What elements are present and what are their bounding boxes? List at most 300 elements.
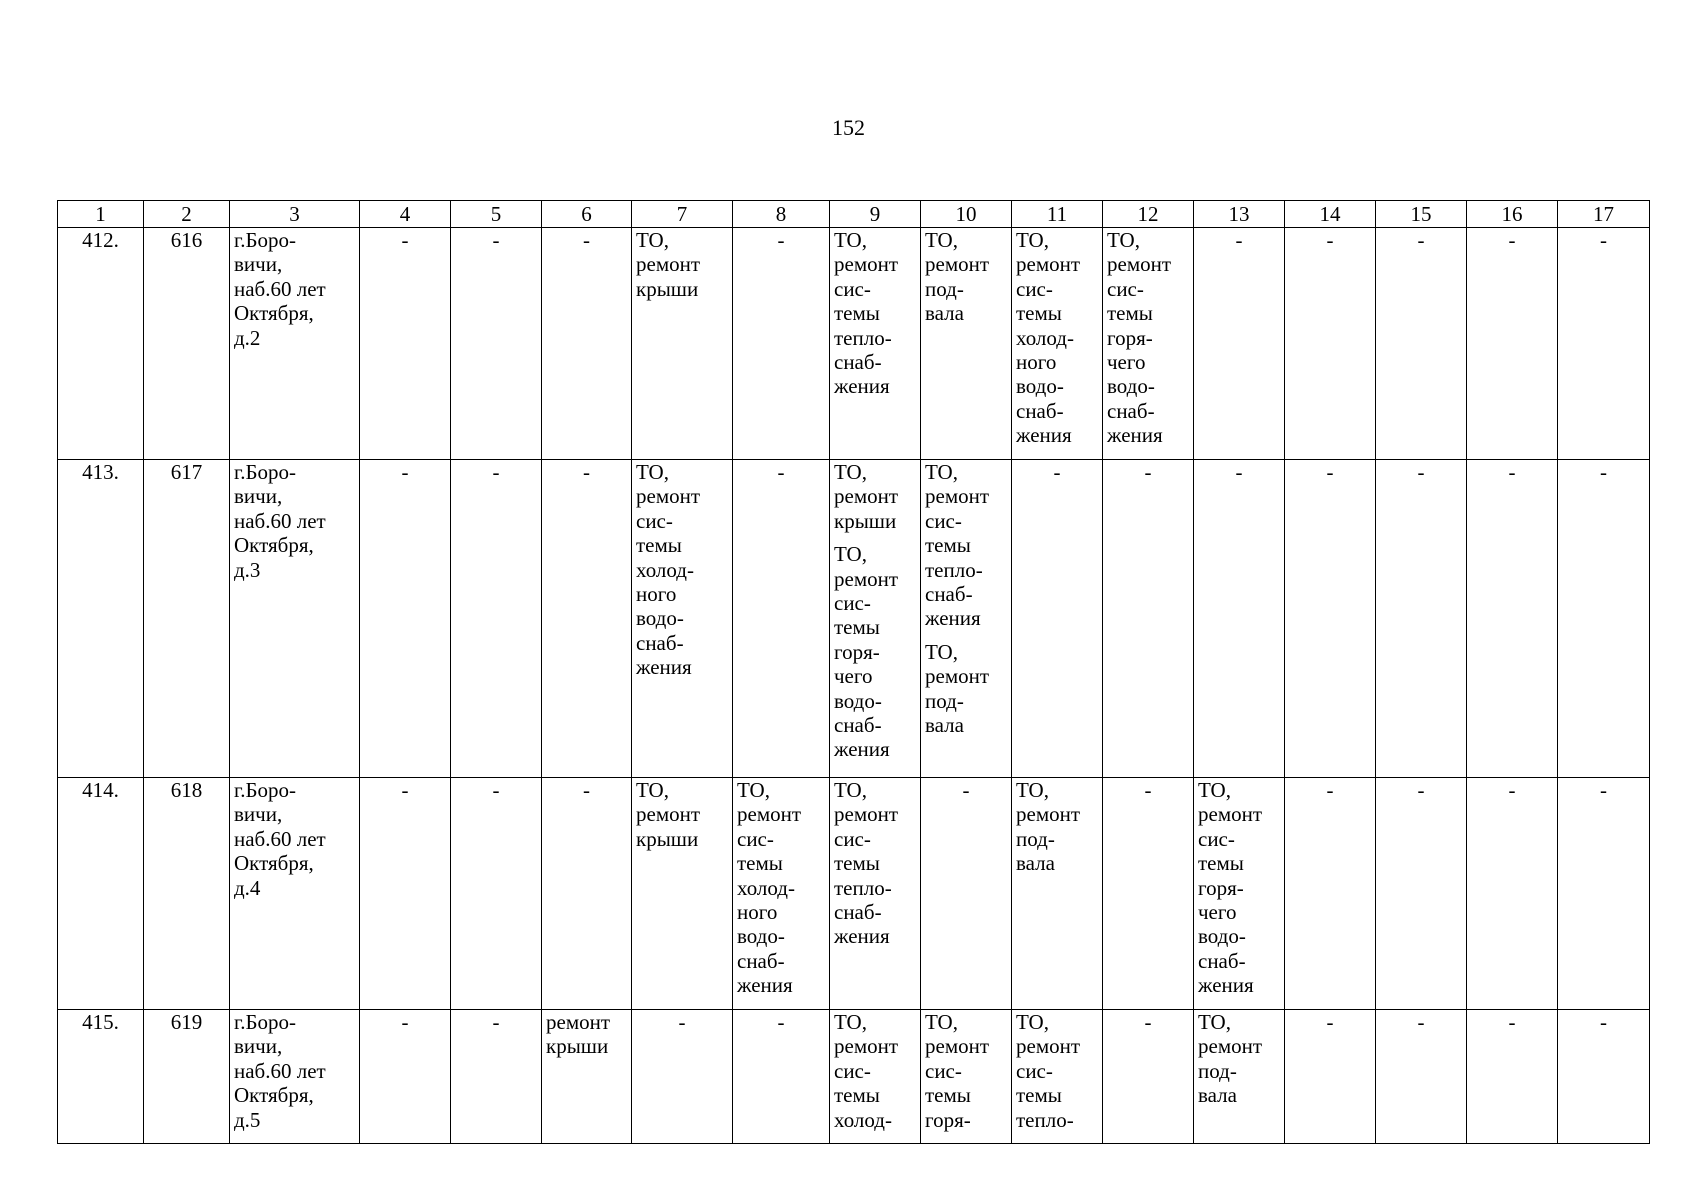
cell-line: водо-: [1198, 924, 1246, 949]
cell-entry: [1289, 778, 1371, 802]
cell-entry: [925, 228, 1007, 326]
cell-entry: [1471, 228, 1553, 252]
cell-line: сис-: [636, 508, 673, 533]
cell-entry: [737, 460, 825, 484]
cell-line: сис-: [834, 1058, 871, 1083]
cell-line: снаб-: [834, 350, 882, 375]
cell-entry: [636, 1010, 728, 1034]
empty-cell: [1467, 228, 1558, 460]
cell-line: ремонт: [834, 252, 899, 277]
cell-entry: [1016, 460, 1098, 484]
cell-line: жения: [834, 374, 890, 399]
empty-cell: [1012, 460, 1103, 778]
empty-cell: [733, 1010, 830, 1144]
cell-line: чего: [1107, 350, 1146, 375]
cell-line: ремонт: [925, 664, 990, 689]
cell-line: -: [962, 778, 970, 802]
cell-entry: [455, 1010, 537, 1034]
cell-line: ремонт: [925, 484, 990, 509]
cell-entry: [925, 1010, 1007, 1132]
work-cell: [632, 460, 733, 778]
cell-line: темы: [636, 533, 682, 558]
cell-line: темы: [1198, 851, 1244, 876]
work-cell: [1012, 228, 1103, 460]
row-number-cell: [58, 460, 144, 778]
cell-line: темы: [1107, 301, 1153, 326]
cell-line: ТО,: [925, 639, 958, 664]
cell-entry: [925, 778, 1007, 802]
cell-entry: [364, 1010, 446, 1034]
cell-entry: [834, 778, 916, 949]
empty-cell: [542, 460, 632, 778]
address-cell: [230, 228, 360, 460]
cell-line: ремонт: [737, 802, 802, 827]
cell-entry: [148, 1010, 225, 1034]
cell-line: 617: [170, 460, 203, 484]
address-cell: [230, 778, 360, 1010]
cell-line: чего: [1198, 900, 1237, 925]
cell-line: -: [1508, 1010, 1516, 1034]
cell-line: сис-: [1016, 1058, 1053, 1083]
cell-line: -: [492, 228, 500, 252]
cell-line: жения: [636, 655, 692, 680]
empty-cell: [1558, 228, 1650, 460]
cell-entry: [364, 460, 446, 484]
cell-line: темы: [1016, 1083, 1062, 1108]
cell-line: ТО,: [1016, 1010, 1049, 1034]
cell-line: -: [492, 778, 500, 802]
cell-line: наб.60 лет: [234, 826, 326, 851]
cell-entry: [62, 1010, 139, 1034]
cell-line: ТО,: [1016, 778, 1049, 802]
cell-line: ТО,: [636, 228, 669, 252]
cell-line: ремонт: [1198, 1034, 1263, 1059]
work-cell: [830, 228, 921, 460]
cell-entry: [1380, 228, 1462, 252]
cell-entry: [148, 228, 225, 252]
cell-line: холод-: [1016, 325, 1074, 350]
cell-line: снаб-: [925, 582, 973, 607]
cell-line: -: [777, 1010, 785, 1034]
cell-line: тепло-: [1016, 1107, 1074, 1132]
empty-cell: [1285, 778, 1376, 1010]
cell-line: 618: [170, 778, 203, 802]
address-cell: [230, 460, 360, 778]
cell-line: ремонт: [1016, 802, 1081, 827]
cell-entry: [455, 228, 537, 252]
cell-entry: [925, 640, 1007, 738]
cell-line: -: [1508, 778, 1516, 802]
cell-line: г.Боро-: [234, 1010, 297, 1034]
empty-cell: [1376, 1010, 1467, 1144]
cell-line: -: [1600, 460, 1607, 484]
cell-entry: [1107, 778, 1189, 802]
cell-line: жения: [1107, 423, 1163, 448]
cell-line: наб.60 лет: [234, 276, 326, 301]
cell-line: -: [401, 228, 409, 252]
cell-line: вала: [1198, 1083, 1237, 1108]
work-cell: [921, 228, 1012, 460]
row-number-cell: [58, 228, 144, 460]
cell-line: темы: [1016, 301, 1062, 326]
cell-line: тепло-: [834, 875, 892, 900]
house-id-cell: [144, 1010, 230, 1144]
column-number: 16: [1467, 201, 1558, 228]
cell-line: вала: [1016, 851, 1055, 876]
column-number: 5: [451, 201, 542, 228]
cell-line: вала: [925, 301, 964, 326]
cell-line: 412.: [82, 228, 119, 252]
cell-line: жения: [737, 973, 793, 998]
cell-line: вичи,: [234, 252, 283, 277]
cell-line: -: [1417, 460, 1425, 484]
cell-line: жения: [834, 737, 890, 762]
cell-line: д.2: [234, 325, 261, 350]
empty-cell: [1194, 228, 1285, 460]
cell-line: вичи,: [234, 484, 283, 509]
empty-cell: [451, 228, 542, 460]
housing-repair-table: [57, 200, 1650, 1144]
empty-cell: [1285, 460, 1376, 778]
cell-line: ТО,: [925, 1010, 958, 1034]
cell-line: ремонт: [1016, 252, 1081, 277]
cell-entry: [737, 778, 825, 998]
cell-line: жения: [1016, 423, 1072, 448]
cell-line: вичи,: [234, 1034, 283, 1059]
cell-entry: [455, 778, 537, 802]
cell-line: -: [1326, 460, 1334, 484]
cell-entry: [1107, 460, 1189, 484]
cell-line: -: [777, 228, 785, 252]
empty-cell: [1285, 1010, 1376, 1144]
cell-line: ремонт: [834, 1034, 899, 1059]
cell-line: -: [678, 1010, 686, 1034]
cell-entry: [1289, 460, 1371, 484]
cell-line: -: [1144, 778, 1152, 802]
column-number: 17: [1558, 201, 1650, 228]
cell-entry: [234, 228, 355, 350]
cell-line: -: [1326, 778, 1334, 802]
cell-line: ТО,: [1107, 228, 1140, 252]
empty-cell: [1103, 460, 1194, 778]
cell-line: ТО,: [1016, 228, 1049, 252]
cell-line: -: [1600, 228, 1607, 252]
cell-line: под-: [925, 276, 964, 301]
cell-line: ТО,: [834, 542, 867, 567]
cell-line: снаб-: [1198, 948, 1246, 973]
cell-line: -: [492, 1010, 500, 1034]
empty-cell: [542, 228, 632, 460]
cell-line: горя-: [834, 639, 880, 664]
cell-line: ремонт: [834, 802, 899, 827]
cell-entry: [1107, 228, 1189, 448]
cell-line: чего: [834, 664, 873, 689]
cell-line: под-: [1198, 1058, 1237, 1083]
work-cell: [542, 1010, 632, 1144]
cell-line: 619: [170, 1010, 203, 1034]
cell-line: -: [1600, 778, 1607, 802]
cell-line: 413.: [82, 460, 119, 484]
cell-line: крыши: [636, 826, 699, 851]
cell-entry: [546, 228, 627, 252]
empty-cell: [542, 778, 632, 1010]
column-number: 15: [1376, 201, 1467, 228]
cell-entry: [636, 460, 728, 680]
cell-line: сис-: [1198, 826, 1235, 851]
empty-cell: [360, 1010, 451, 1144]
cell-entry: [1289, 228, 1371, 252]
cell-entry: [1289, 1010, 1371, 1034]
column-number: 7: [632, 201, 733, 228]
cell-line: ремонт: [546, 1010, 611, 1034]
cell-line: г.Боро-: [234, 460, 297, 484]
cell-line: -: [1053, 460, 1061, 484]
column-number: 4: [360, 201, 451, 228]
cell-entry: [1562, 228, 1645, 252]
cell-line: тепло-: [834, 325, 892, 350]
cell-line: Октября,: [234, 533, 314, 558]
cell-line: ремонт: [925, 252, 990, 277]
cell-line: д.5: [234, 1107, 261, 1132]
cell-line: темы: [925, 533, 971, 558]
cell-line: сис-: [925, 1058, 962, 1083]
cell-entry: [364, 778, 446, 802]
cell-entry: [546, 1010, 627, 1059]
cell-line: ного: [1016, 350, 1057, 375]
work-cell: [1012, 778, 1103, 1010]
cell-entry: [834, 542, 916, 762]
cell-entry: [234, 1010, 355, 1132]
empty-cell: [451, 778, 542, 1010]
cell-line: сис-: [834, 826, 871, 851]
work-cell: [1194, 778, 1285, 1010]
empty-cell: [1285, 228, 1376, 460]
cell-line: темы: [834, 1083, 880, 1108]
cell-line: ТО,: [636, 460, 669, 484]
cell-entry: [1107, 1010, 1189, 1034]
cell-line: -: [1144, 460, 1152, 484]
cell-line: -: [1600, 1010, 1607, 1034]
empty-cell: [1194, 460, 1285, 778]
cell-line: крыши: [546, 1034, 609, 1059]
cell-line: -: [1235, 228, 1243, 252]
empty-cell: [1558, 1010, 1650, 1144]
cell-line: снаб-: [636, 630, 684, 655]
cell-entry: [1562, 1010, 1645, 1034]
cell-line: ТО,: [1198, 778, 1231, 802]
empty-cell: [1376, 778, 1467, 1010]
cell-entry: [737, 1010, 825, 1034]
table-row: [58, 1010, 1650, 1144]
column-number: 8: [733, 201, 830, 228]
cell-entry: [234, 778, 355, 900]
cell-entry: [1198, 460, 1280, 484]
cell-entry: [1016, 1010, 1098, 1132]
cell-line: ремонт: [925, 1034, 990, 1059]
cell-line: ТО,: [925, 460, 958, 484]
cell-line: 415.: [82, 1010, 119, 1034]
column-number: 10: [921, 201, 1012, 228]
cell-line: ремонт: [1016, 1034, 1081, 1059]
cell-line: горя-: [925, 1107, 971, 1132]
column-number: 11: [1012, 201, 1103, 228]
empty-cell: [1376, 228, 1467, 460]
cell-line: -: [401, 460, 409, 484]
cell-entry: [925, 460, 1007, 631]
cell-line: Октября,: [234, 1083, 314, 1108]
work-cell: [830, 460, 921, 778]
cell-line: холод-: [737, 875, 795, 900]
cell-line: горя-: [1107, 325, 1153, 350]
cell-line: вала: [925, 713, 964, 738]
row-number-cell: [58, 1010, 144, 1144]
cell-line: -: [777, 460, 785, 484]
cell-entry: [1471, 778, 1553, 802]
cell-entry: [834, 1010, 916, 1132]
cell-line: холод-: [834, 1107, 892, 1132]
work-cell: [632, 228, 733, 460]
cell-line: ного: [737, 900, 778, 925]
cell-entry: [1471, 1010, 1553, 1034]
empty-cell: [733, 228, 830, 460]
cell-line: 616: [170, 228, 203, 252]
cell-line: под-: [925, 688, 964, 713]
cell-line: ремонт: [834, 484, 899, 509]
cell-entry: [1380, 1010, 1462, 1034]
empty-cell: [451, 460, 542, 778]
cell-line: -: [583, 460, 590, 484]
cell-entry: [1562, 460, 1645, 484]
cell-line: наб.60 лет: [234, 1058, 326, 1083]
cell-line: Октября,: [234, 301, 314, 326]
cell-line: сис-: [1016, 276, 1053, 301]
cell-line: водо-: [636, 606, 684, 631]
work-cell: [830, 1010, 921, 1144]
empty-cell: [360, 228, 451, 460]
empty-cell: [1376, 460, 1467, 778]
cell-entry: [455, 460, 537, 484]
empty-cell: [1558, 778, 1650, 1010]
column-number: 6: [542, 201, 632, 228]
empty-cell: [360, 460, 451, 778]
cell-line: водо-: [834, 688, 882, 713]
work-cell: [921, 1010, 1012, 1144]
cell-entry: [148, 460, 225, 484]
cell-line: -: [1508, 228, 1516, 252]
cell-line: крыши: [636, 276, 699, 301]
cell-line: снаб-: [1016, 398, 1064, 423]
cell-line: д.4: [234, 875, 261, 900]
cell-line: -: [1417, 1010, 1425, 1034]
work-cell: [1194, 1010, 1285, 1144]
empty-cell: [1467, 460, 1558, 778]
cell-line: сис-: [1107, 276, 1144, 301]
cell-line: темы: [834, 615, 880, 640]
cell-entry: [737, 228, 825, 252]
column-number: 3: [230, 201, 360, 228]
cell-line: -: [1417, 778, 1425, 802]
column-number: 13: [1194, 201, 1285, 228]
page-number: 152: [832, 115, 865, 140]
cell-entry: [1016, 778, 1098, 876]
cell-entry: [1380, 460, 1462, 484]
cell-line: жения: [925, 606, 981, 631]
empty-cell: [1467, 1010, 1558, 1144]
cell-line: водо-: [737, 924, 785, 949]
cell-line: жения: [834, 924, 890, 949]
house-id-cell: [144, 228, 230, 460]
cell-line: -: [492, 460, 500, 484]
column-number: 12: [1103, 201, 1194, 228]
cell-line: -: [401, 1010, 409, 1034]
cell-line: темы: [925, 1083, 971, 1108]
cell-line: ного: [636, 582, 677, 607]
cell-line: водо-: [1107, 374, 1155, 399]
cell-line: наб.60 лет: [234, 508, 326, 533]
cell-line: снаб-: [834, 713, 882, 738]
cell-line: ТО,: [925, 228, 958, 252]
cell-line: вичи,: [234, 802, 283, 827]
empty-cell: [1558, 460, 1650, 778]
work-cell: [921, 460, 1012, 778]
cell-line: тепло-: [925, 557, 983, 582]
cell-entry: [1198, 1010, 1280, 1108]
cell-line: ремонт: [1107, 252, 1172, 277]
cell-line: -: [1508, 460, 1516, 484]
cell-line: ТО,: [636, 778, 669, 802]
cell-line: ремонт: [636, 484, 701, 509]
cell-line: 414.: [82, 778, 119, 802]
empty-cell: [360, 778, 451, 1010]
cell-entry: [1562, 778, 1645, 802]
cell-line: г.Боро-: [234, 228, 297, 252]
cell-line: -: [583, 778, 590, 802]
cell-line: темы: [737, 851, 783, 876]
cell-line: снаб-: [834, 900, 882, 925]
cell-line: сис-: [737, 826, 774, 851]
work-cell: [1103, 228, 1194, 460]
cell-line: г.Боро-: [234, 778, 297, 802]
empty-cell: [1467, 778, 1558, 1010]
cell-line: -: [1326, 1010, 1334, 1034]
cell-entry: [546, 460, 627, 484]
cell-entry: [834, 460, 916, 533]
cell-line: сис-: [925, 508, 962, 533]
cell-line: -: [1326, 228, 1334, 252]
cell-line: ремонт: [834, 566, 899, 591]
address-cell: [230, 1010, 360, 1144]
cell-line: ТО,: [1198, 1010, 1231, 1034]
table-row: [58, 228, 1650, 460]
column-number: 14: [1285, 201, 1376, 228]
cell-line: ТО,: [834, 1010, 867, 1034]
cell-line: -: [583, 228, 590, 252]
column-number-row: [58, 201, 1650, 228]
table-row: [58, 460, 1650, 778]
cell-line: темы: [834, 301, 880, 326]
work-cell: [830, 778, 921, 1010]
cell-line: д.3: [234, 557, 261, 582]
cell-entry: [834, 228, 916, 399]
cell-entry: [1380, 778, 1462, 802]
column-number: 2: [144, 201, 230, 228]
cell-line: ремонт: [636, 802, 701, 827]
cell-entry: [1198, 228, 1280, 252]
empty-cell: [733, 460, 830, 778]
cell-line: сис-: [834, 591, 871, 616]
cell-entry: [364, 228, 446, 252]
cell-line: Октября,: [234, 851, 314, 876]
